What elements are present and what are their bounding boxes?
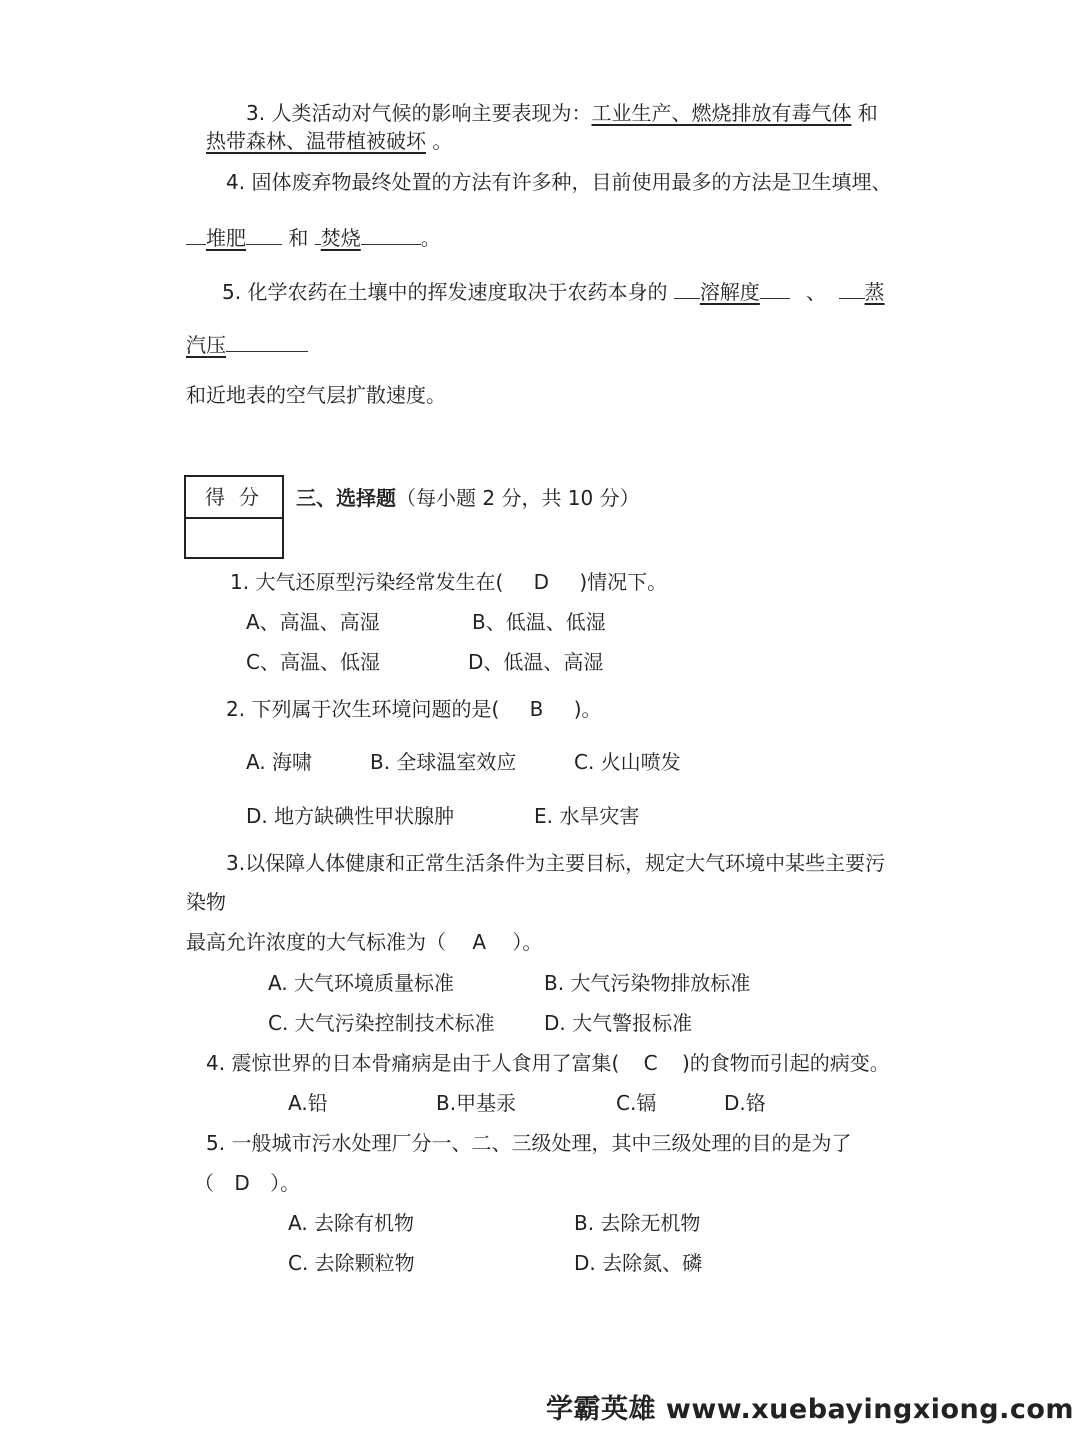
choice-q2-stem-after: )。: [573, 697, 602, 721]
fill-q3-joiner: 和: [851, 101, 878, 125]
choice-q5-option-c: C. 去除颗粒物: [288, 1251, 415, 1275]
fill-q5-answer2-part1: 蒸: [864, 280, 885, 304]
fill-q3-line1: [246, 100, 878, 126]
fill-q5-line1: [222, 276, 885, 305]
section-note: （每小题 2 分，共 10 分）: [396, 486, 640, 510]
choice-q1-answer: D: [533, 570, 550, 594]
choice-q3-option-d: D. 大气警报标准: [544, 1011, 693, 1035]
section-title: 三、选择题: [296, 486, 396, 510]
fill-q3-suffix: 。: [426, 129, 453, 153]
choice-q3-line2: 染物: [186, 890, 226, 914]
fill-q4-answer2: 焚烧: [320, 226, 361, 250]
fill-q3-answer1: 工业生产、燃烧排放有毒气体: [591, 101, 852, 125]
choice-q3-line3: [186, 929, 542, 955]
choice-q3-stem-after: ）。: [512, 930, 543, 954]
fill-q5-line2: [186, 329, 308, 358]
fill-q4-answers: [186, 222, 441, 251]
choice-q3-line1: 3.以保障人体健康和正常生活条件为主要目标，规定大气环境中某些主要污: [226, 851, 886, 875]
choice-q2-answer: B: [529, 697, 544, 721]
fill-q5-sep: 、: [806, 280, 827, 304]
score-label: 得分: [186, 477, 282, 519]
choice-q5-stem-after: ）。: [270, 1171, 301, 1195]
choice-q5-line2: [194, 1170, 300, 1196]
choice-q4-answer: C: [643, 1051, 658, 1075]
fill-q4-suffix: 。: [420, 226, 441, 250]
choice-q2-stem-before: 2. 下列属于次生环境问题的是(: [226, 697, 500, 721]
choice-q1-option-c: C、高温、低湿: [246, 650, 380, 674]
choice-q4-option-a: A.铅: [288, 1091, 328, 1115]
score-box: [184, 475, 284, 559]
choice-q3-option-a: A. 大气环境质量标准: [268, 971, 455, 995]
choice-q1-option-d: D、低温、高湿: [468, 650, 604, 674]
choice-q3-answer: A: [472, 930, 487, 954]
fill-q4-joiner: 和: [288, 226, 309, 250]
fill-q5-ending: 和近地表的空气层扩散速度。: [186, 383, 446, 407]
choice-q4-stem: [206, 1050, 890, 1076]
fill-q3-line2: [206, 128, 452, 154]
choice-q2-option-e: E. 水旱灾害: [534, 804, 640, 828]
fill-q5-answer1: 溶解度: [699, 280, 760, 304]
choice-q1-stem-before: 1. 大气还原型污染经常发生在(: [230, 570, 504, 594]
choice-q4-option-b: B.甲基汞: [436, 1091, 517, 1115]
choice-q2-option-a: A. 海啸: [246, 750, 313, 774]
choice-q5-option-b: B. 去除无机物: [574, 1211, 701, 1235]
choice-q3-option-b: B. 大气污染物排放标准: [544, 971, 751, 995]
choice-q3-stem-before: 最高允许浓度的大气标准为（: [186, 930, 446, 954]
fill-q4-answer1: 堆肥: [206, 226, 246, 250]
choice-q1-option-a: A、高温、高湿: [246, 610, 380, 634]
fill-q3-answer2: 热带森林、温带植被破坏: [206, 129, 426, 153]
choice-q5-option-a: A. 去除有机物: [288, 1211, 415, 1235]
choice-q3-option-c: C. 大气污染控制技术标准: [268, 1011, 495, 1035]
choice-q5-line1: 5. 一般城市污水处理厂分一、二、三级处理，其中三级处理的目的是为了: [206, 1131, 852, 1155]
choice-q1-option-b: B、低温、低湿: [472, 610, 606, 634]
choice-q4-stem-after: )的食物而引起的病变。: [681, 1051, 890, 1075]
choice-q4-option-c: C.镉: [616, 1091, 657, 1115]
choice-q5-option-d: D. 去除氮、磷: [574, 1251, 703, 1275]
choice-q5-answer: D: [234, 1171, 250, 1195]
section-header: [296, 485, 640, 511]
choice-q2-option-c: C. 火山喷发: [574, 750, 681, 774]
choice-q4-stem-before: 4. 震惊世界的日本骨痛病是由于人食用了富集(: [206, 1051, 620, 1075]
fill-q5-answer2-part2: 汽压: [186, 333, 226, 357]
choice-q4-option-d: D.铬: [724, 1091, 766, 1115]
fill-q3-prefix: 3. 人类活动对气候的影响主要表现为：: [246, 101, 592, 125]
choice-q5-stem-before: （: [194, 1171, 214, 1195]
choice-q2-option-d: D. 地方缺碘性甲状腺肿: [246, 804, 455, 828]
choice-q1-stem: [230, 569, 667, 595]
site-watermark: 学霸英雄 www.xuebayingxiong.com: [546, 1394, 1075, 1425]
choice-q1-stem-after: )情况下。: [579, 570, 668, 594]
choice-q2-option-b: B. 全球温室效应: [370, 750, 517, 774]
fill-q5-text: 5. 化学农药在土壤中的挥发速度取决于农药本身的: [222, 280, 668, 304]
choice-q2-stem: [226, 696, 602, 722]
fill-q4-text: 4. 固体废弃物最终处置的方法有许多种，目前使用最多的方法是卫生填埋、: [226, 170, 892, 194]
